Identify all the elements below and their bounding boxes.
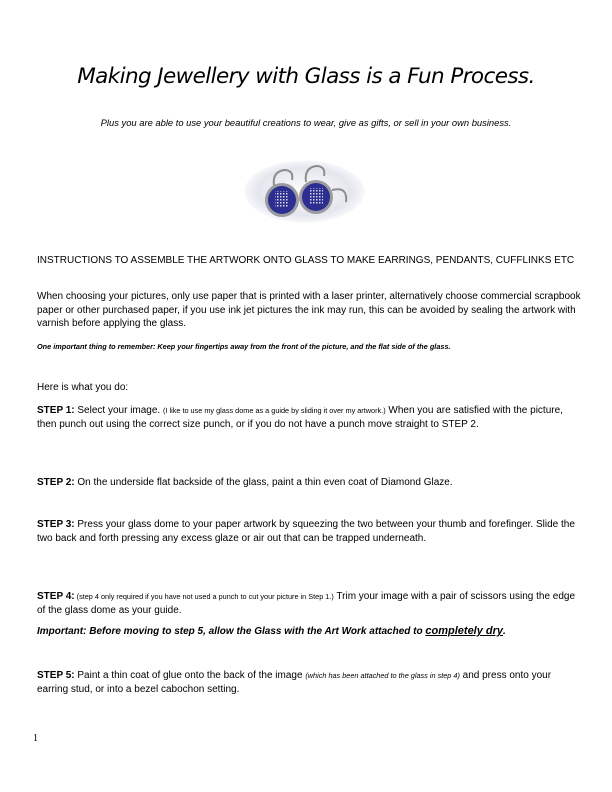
step-3-label: STEP 3: bbox=[37, 519, 75, 530]
important-note: One important thing to remember: Keep your fingertips away from the front of the picture, and the flat side of the glass. bbox=[37, 342, 451, 351]
intro-paragraph: When choosing your pictures, only use paper that is printed with a laser printer, alternatively choose commercial scrapbook paper or other purchased paper, if you use ink jet pictures the ink may run, this can be avoided by sealing the artwork with varnish before applying the glass. bbox=[37, 291, 581, 329]
step-4 bbox=[37, 590, 582, 617]
step-2-text: On the underside flat backside of the glass, paint a thin even coat of Diamond Glaze. bbox=[74, 477, 453, 488]
step-3 bbox=[37, 518, 582, 545]
step-1-text-a: Select your image. bbox=[74, 405, 163, 416]
step-5-aside: (which has been attached to the glass in step 4) bbox=[305, 671, 460, 680]
instructions-heading: INSTRUCTIONS TO ASSEMBLE THE ARTWORK ONTO GLASS TO MAKE EARRINGS, PENDANTS, CUFFLINKS ETC bbox=[37, 255, 575, 266]
page-title: Making Jewellery with Glass is a Fun Process. bbox=[77, 64, 535, 89]
page-subtitle: Plus you are able to use your beautiful creations to wear, give as gifts, or sell in your own business. bbox=[100, 117, 512, 128]
important-emphasis: completely dry bbox=[425, 625, 504, 637]
step-1 bbox=[37, 404, 582, 431]
important-end: . bbox=[503, 626, 506, 637]
step-4-aside: (step 4 only required if you have not used a punch to cut your picture in Step 1.) bbox=[74, 592, 334, 601]
important-text: Important: Before moving to step 5, allow the Glass with the Art Work attached to bbox=[37, 626, 426, 637]
step-5-label: STEP 5: bbox=[37, 670, 75, 681]
step-1-text-b: When you are satisfied with the picture, then punch out using the correct size punch, or if you do not have a punch move straight to STEP 2. bbox=[37, 405, 563, 430]
step-4-label: STEP 4: bbox=[37, 591, 75, 602]
step-1-label: STEP 1: bbox=[37, 405, 75, 416]
step-5-text-a: Paint a thin coat of glue onto the back of the image bbox=[74, 670, 306, 681]
step-2-label: STEP 2: bbox=[37, 477, 75, 488]
important-callout bbox=[37, 625, 582, 639]
step-1-aside: (I like to use my glass dome as a guide by sliding it over my artwork.) bbox=[162, 406, 386, 415]
page-number: 1 bbox=[33, 733, 38, 744]
step-2 bbox=[37, 476, 582, 490]
step-3-text: Press your glass dome to your paper artwork by squeezing the two between your thumb and forefinger. Slide the two back and forth pressing any excess glaze or air out that can be trapped underneath. bbox=[37, 519, 575, 544]
step-5-text-b: and press onto your earring stud, or into a bezel cabochon setting. bbox=[37, 670, 552, 695]
step-5 bbox=[37, 669, 582, 696]
earrings-photo bbox=[244, 160, 365, 223]
here-text: Here is what you do: bbox=[37, 382, 129, 393]
step-4-text: Trim your image with a pair of scissors using the edge of the glass dome as your guide. bbox=[37, 591, 576, 616]
